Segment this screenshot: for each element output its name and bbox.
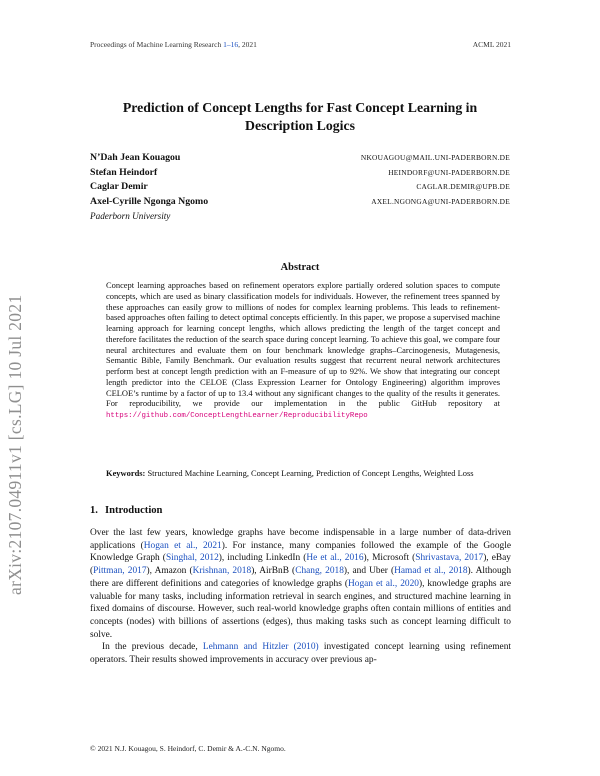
citation-link[interactable]: Hamad et al., 2018 — [394, 566, 468, 577]
text-run: ), including LinkedIn ( — [218, 553, 307, 564]
author-block — [90, 151, 510, 224]
text-run: ), eBay ( — [90, 553, 511, 577]
running-header-right: ACML 2021 — [472, 40, 511, 49]
keywords — [106, 468, 500, 479]
paper-title: Prediction of Concept Lengths for Fast Concept Learning in Description Logics — [122, 100, 478, 133]
author-email: NKOUAGOU@MAIL.UNI-PADERBORN.DE — [360, 153, 510, 162]
section-heading — [90, 505, 162, 516]
running-header-left — [90, 40, 257, 49]
citation-link[interactable]: Pittman, 2017 — [93, 566, 147, 577]
github-repo-link[interactable]: https://github.com/ConceptLengthLearner/ReproducibilityRepo — [106, 412, 368, 420]
text-run: In the previous decade, — [102, 642, 203, 653]
citation-link[interactable]: Shrivastava, 2017 — [415, 553, 484, 564]
section-title: Introduction — [104, 505, 163, 516]
arxiv-stamp: arXiv:2107.04911v1 [cs.LG] 10 Jul 2021 — [5, 294, 25, 595]
text-run: ), knowledge graphs are valuable for many tasks, including information retrieval in search engines, and structured machine learning in fixed domains of discourse. However, such real-world knowledge graphs often contain millions of entities and concepts (nodes) with billions of assertions (edges), thus making tasks such as concept learning difficult to solve. — [90, 578, 511, 640]
proceedings-name: Proceedings of Machine Learning Research — [90, 40, 224, 49]
intro-paragraph-2 — [90, 641, 511, 666]
author-name: Stefan Heindorf — [90, 166, 158, 178]
keywords-label: Keywords: — [106, 468, 146, 478]
affiliation: Paderborn University — [90, 211, 171, 222]
text-run: ), AirBnB ( — [251, 566, 296, 577]
section-number: 1. — [90, 505, 98, 516]
abstract-text — [106, 280, 500, 422]
author-email: AXEL.NGONGA@UNI-PADERBORN.DE — [371, 196, 510, 206]
author-row — [90, 195, 510, 210]
intro-paragraph-1 — [90, 527, 511, 641]
citation-link[interactable]: Hogan et al., 2020 — [347, 578, 419, 589]
author-row — [90, 151, 510, 166]
abstract-body: Concept learning approaches based on refinement operators explore partially ordered solution spaces to compute concepts, which are used as binary classification models for individuals. However, the refinement trees spanned by these approaches can easily grow to millions of nodes for complex learning problems. This leads to refinement-based approaches often failing to detect optimal concepts efficiently. In this paper, we propose a supervised machine learning approach for learning concept lengths, which allows predicting the length of the target concept and therefore facilitates the reduction of the search space during concept learning. To achieve this goal, we compare four neural architectures and evaluate them on four benchmark knowledge graphs–Carcinogenesis, Mutagenesis, Semantic Bible, Family Benchmark. Our evaluation results suggest that recurrent neural network architectures perform best at concept length prediction with an F-measure of up to 92%. We show that integrating our concept length predictor into the CELOE (Class Expression Learner for Ontology Engineering) algorithm improves CELOE’s runtime by a factor of up to 13.4 without any significant changes to the quality of the results it generates. For reproducibility, we provide our implementation in the public GitHub repository at — [106, 280, 500, 409]
proceedings-year: , 2021 — [238, 40, 257, 49]
abstract-heading: Abstract — [280, 262, 320, 273]
author-row — [90, 166, 510, 181]
copyright-footer: © 2021 N.J. Kouagou, S. Heindorf, C. Demir & A.-C.N. Ngomo. — [90, 744, 286, 753]
text-run: ). Although there are different definitions and categories of knowledge graphs ( — [90, 566, 512, 589]
citation-link[interactable]: Lehmann and Hitzler (2010) — [202, 642, 319, 653]
text-run: ), and Uber ( — [343, 566, 395, 577]
text-run: Over the last few years, knowledge graphs have become indispensable in a large number of data-driven applications ( — [90, 528, 511, 551]
text-run: ). For instance, many companies followed the example of the Google Knowledge Graph ( — [90, 540, 511, 564]
text-run: investigated concept learning using refinement operators. Their results showed improvements in accuracy over previous ap- — [90, 642, 511, 666]
author-name: Caglar Demir — [90, 181, 148, 193]
intro-body — [90, 527, 511, 667]
author-name: Axel-Cyrille Ngonga Ngomo — [90, 195, 209, 207]
citation-link[interactable]: Hogan et al., 2021 — [143, 540, 222, 551]
citation-link[interactable]: He et al., 2016 — [306, 553, 364, 564]
author-row — [90, 180, 510, 195]
keywords-list: Structured Machine Learning, Concept Learning, Prediction of Concept Lengths, Weighted Loss — [145, 468, 474, 478]
author-email: HEINDORF@UNI-PADERBORN.DE — [388, 167, 510, 177]
author-email: CAGLAR.DEMIR@UPB.DE — [416, 182, 510, 192]
citation-link[interactable]: Krishnan, 2018 — [192, 566, 252, 577]
text-run: ), Amazon ( — [146, 566, 193, 577]
page-range-link[interactable]: 1–16 — [223, 40, 239, 49]
text-run: ), Microsoft ( — [363, 553, 416, 564]
author-name: N’Dah Jean Kouagou — [90, 152, 181, 163]
citation-link[interactable]: Chang, 2018 — [295, 566, 344, 577]
citation-link[interactable]: Singhal, 2012 — [165, 553, 219, 564]
